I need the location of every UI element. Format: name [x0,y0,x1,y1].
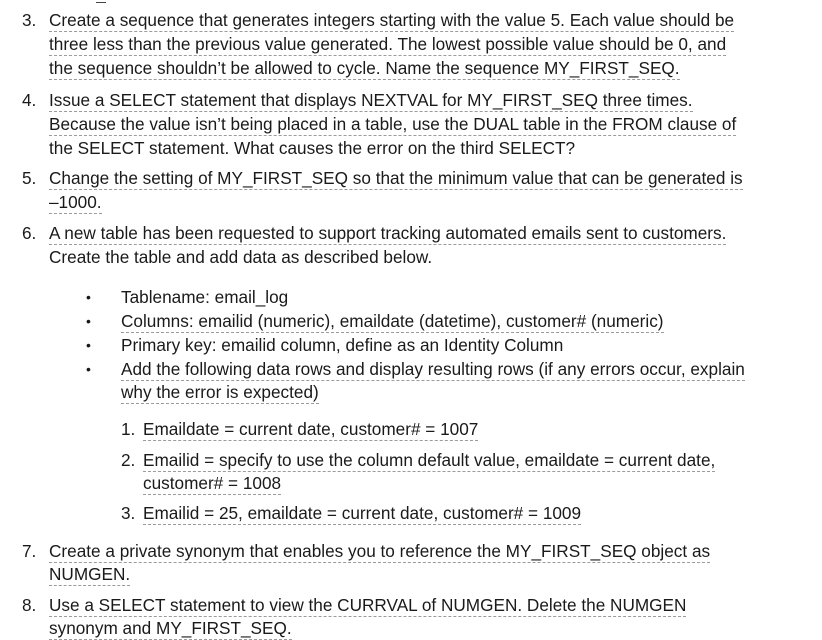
item-number: 7. [22,541,37,561]
item-line: Create the table and add data as described below. [49,247,433,267]
item-line: three less than the previous value generated. The lowest possible value should be 0, and [49,34,727,54]
list-item: Tablename: email_log [121,287,289,307]
sub-item-number: 2. [121,450,136,470]
list-item: why the error is expected) [121,382,319,402]
item-line: NUMGEN. [49,564,131,584]
item-line: synonym and MY_FIRST_SEQ. [49,618,292,638]
sub-item-number: 3. [121,503,136,523]
bullet-icon: • [86,289,91,305]
item-number: 5. [22,168,37,188]
item-line: Change the setting of MY_FIRST_SEQ so that the minimum value that can be generated is [49,168,743,188]
page-fragment-mark [96,0,106,3]
item-number: 6. [22,223,37,243]
item-line: Issue a SELECT statement that displays NEXTVAL for MY_FIRST_SEQ three times. [49,90,693,110]
sub-item-line: Emaildate = current date, customer# = 1007 [143,419,479,439]
item-line: Create a private synonym that enables you to reference the MY_FIRST_SEQ object as [49,541,711,561]
sub-item-line: customer# = 1008 [143,473,282,493]
item-line: –1000. [49,192,102,212]
sub-item-line: Emailid = 25, emaildate = current date, customer# = 1009 [143,503,582,523]
item-line: Use a SELECT statement to view the CURRVAL of NUMGEN. Delete the NUMGEN [49,595,687,615]
sub-item-line: Emailid = specify to use the column default value, emaildate = current date, [143,450,716,470]
bullet-icon: • [86,361,91,377]
list-item: Primary key: emailid column, define as an Identity Column [121,335,564,355]
sub-item-number: 1. [121,419,136,439]
list-item: Columns: emailid (numeric), emaildate (datetime), customer# (numeric) [121,311,664,331]
item-number: 8. [22,595,37,615]
item-line: Because the value isn’t being placed in a table, use the DUAL table in the FROM clause of [49,114,737,134]
item-line: the sequence shouldn’t be allowed to cycle. Name the sequence MY_FIRST_SEQ. [49,58,680,78]
item-line: Create a sequence that generates integers starting with the value 5. Each value should be [49,10,735,30]
item-line: the SELECT statement. What causes the error on the third SELECT? [49,138,576,158]
item-line: A new table has been requested to support tracking automated emails sent to customers. [49,223,727,243]
item-number: 4. [22,90,37,110]
list-item: Add the following data rows and display resulting rows (if any errors occur, explain [121,359,745,379]
item-number: 3. [22,10,37,30]
bullet-icon: • [86,337,91,353]
bullet-icon: • [86,313,91,329]
